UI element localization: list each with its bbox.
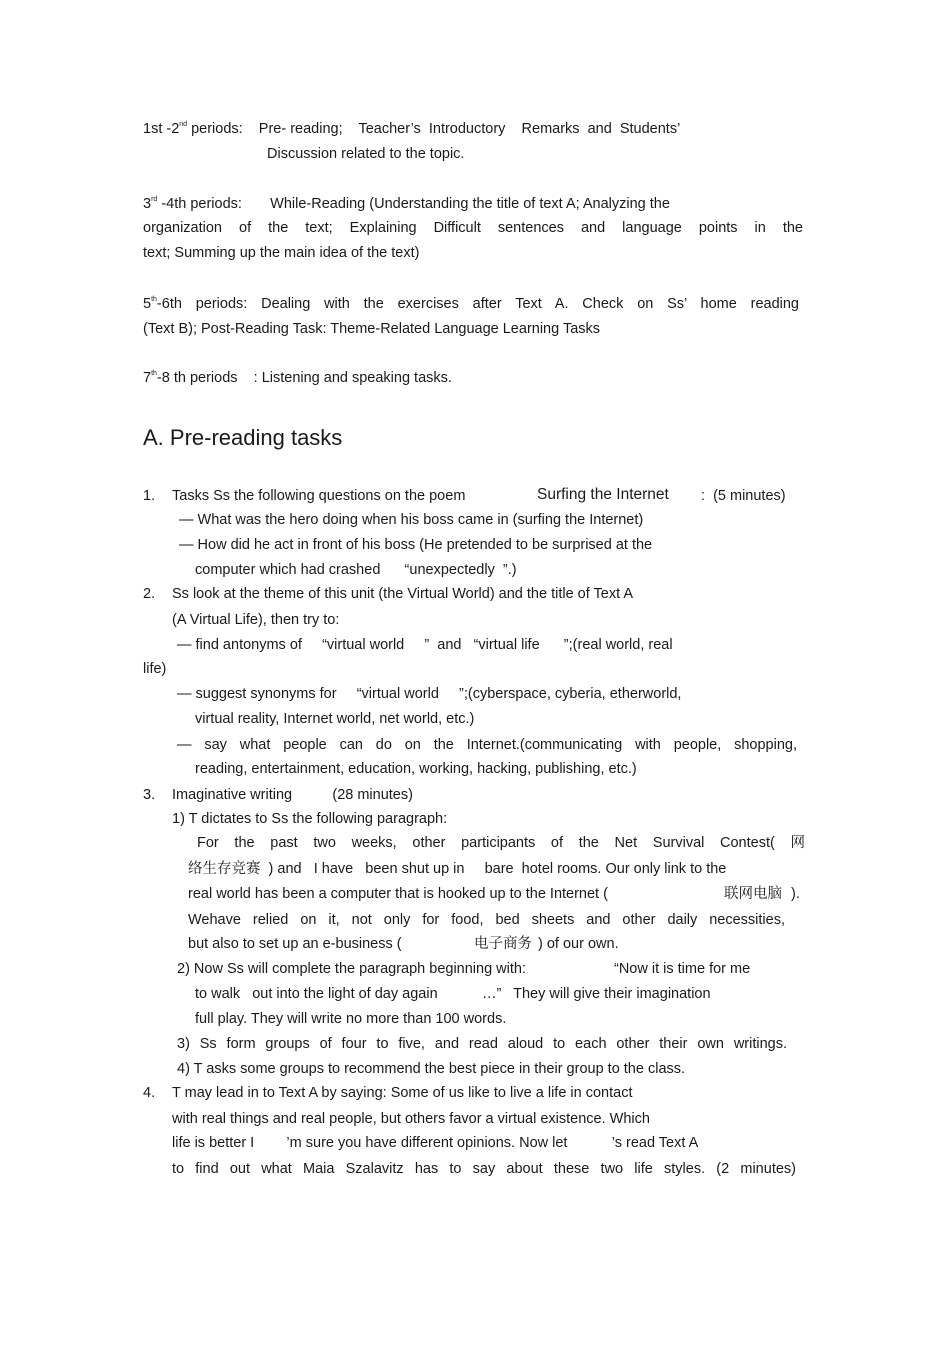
task-2-number: 2.	[143, 586, 156, 602]
task-4-line-3: life is better I ’m sure you have different opinions. Now let ’s read Text A	[172, 1135, 699, 1151]
task-3-number: 3.	[143, 787, 156, 803]
task-2-line-1: Ss look at the theme of this unit (the Virtual World) and the title of Text A	[172, 586, 634, 602]
task-3-step-2-line-2: to walk out into the light of day again …” They will give their imagination	[195, 986, 711, 1002]
schedule-period-5	[143, 295, 799, 313]
period-1-sup: nd	[179, 121, 188, 128]
task-3-step-2-quote: “Now it is time for me	[614, 961, 751, 977]
task-3-step-3: 3) Ss form groups of four to five, and read aloud to each other their own writings.	[177, 1036, 787, 1052]
dictation-line-5	[188, 935, 619, 953]
task-3-step-4: 4) T asks some groups to recommend the best piece in their group to the class.	[177, 1061, 686, 1077]
task-4-line-1: T may lead in to Text A by saying: Some of us like to live a life in contact	[172, 1085, 633, 1101]
task-2-synonyms-cont: virtual reality, Internet world, net world, etc.)	[195, 711, 475, 727]
dictation-line-3-chinese: 联网电脑	[724, 886, 782, 902]
task-2-synonyms: — suggest synonyms for “virtual world ”;(cyberspace, cyberia, etherworld,	[177, 686, 682, 702]
period-5-sup: th	[151, 296, 157, 303]
period-5-line-2: (Text B); Post-Reading Task: Theme-Related Language Learning Tasks	[143, 321, 601, 337]
period-3-label: 3	[143, 196, 152, 212]
period-1-continuation: Discussion related to the topic.	[267, 146, 465, 162]
task-1-question-2: — How did he act in front of his boss (He pretended to be surprised at the	[179, 537, 653, 553]
schedule-period-3	[143, 195, 670, 213]
period-7-text: -8 th periods : Listening and speaking tasks.	[156, 370, 452, 386]
task-2-line-2: (A Virtual Life), then try to:	[172, 612, 340, 628]
task-2-antonyms-cont: life)	[143, 661, 167, 677]
dictation-line-5-chinese: 电子商务	[474, 936, 532, 952]
dictation-line-2: 络生存竞赛 ) and I have been shut up in bare hotel rooms. Our only link to the	[188, 861, 727, 877]
task-3-step-2: 2) Now Ss will complete the paragraph beginning with:	[177, 961, 526, 977]
dictation-line-3-close: ).	[791, 886, 800, 902]
task-1-number: 1.	[143, 488, 156, 504]
period-3-text: -4th periods: While-Reading (Understanding the title of text A; Analyzing the	[157, 196, 670, 212]
task-1-duration: : (5 minutes)	[701, 488, 786, 504]
task-1-question-2-cont: computer which had crashed “unexpectedly ”.)	[195, 562, 517, 578]
schedule-period-1	[143, 120, 680, 138]
period-1-label: 1st -2	[143, 121, 180, 137]
task-1-poem-title: Surfing the Internet	[537, 486, 669, 503]
task-4-line-4: to find out what Maia Szalavitz has to say about these two life styles. (2 minutes)	[172, 1161, 796, 1177]
task-2-antonyms: — find antonyms of “virtual world ” and “virtual life ”;(real world, real	[177, 637, 673, 653]
schedule-period-7	[143, 369, 452, 387]
period-3-line-2: organization of the text; Explaining Difficult sentences and language points in the	[143, 220, 803, 236]
task-4-number: 4.	[143, 1085, 156, 1101]
dictation-line-1: For the past two weeks, other participants of the Net Survival Contest( 网	[197, 835, 805, 851]
period-1-text: periods: Pre- reading; Teacher’s Introductory Remarks and Students’	[187, 121, 681, 137]
dictation-line-4: Wehave relied on it, not only for food, bed sheets and other daily necessities,	[188, 912, 785, 928]
task-3-step-2-line-3: full play. They will write no more than 100 words.	[195, 1011, 507, 1027]
task-1-text: Tasks Ss the following questions on the poem	[172, 488, 466, 504]
period-3-sup: rd	[151, 196, 158, 203]
dictation-line-5-text: but also to set up an e-business (	[188, 936, 402, 952]
period-7-label: 7	[143, 370, 152, 386]
period-5-text: -6th periods: Dealing with the exercises after Text A. Check on Ss’ home reading	[156, 296, 799, 312]
period-7-sup: th	[151, 370, 157, 377]
period-5-label: 5	[143, 296, 152, 312]
dictation-line-3-text: real world has been a computer that is hooked up to the Internet (	[188, 886, 608, 902]
task-4-line-2: with real things and real people, but others favor a virtual existence. Which	[172, 1111, 650, 1127]
dictation-line-5-close: ) of our own.	[538, 936, 619, 952]
task-3-step-1: 1) T dictates to Ss the following paragraph:	[172, 811, 448, 827]
task-3-title: Imaginative writing (28 minutes)	[172, 787, 413, 803]
dictation-line-3	[188, 885, 800, 903]
task-2-internet-uses: — say what people can do on the Internet.(communicating with people, shopping,	[177, 737, 797, 753]
section-heading: A. Pre-reading tasks	[143, 425, 343, 450]
task-1-question-1: — What was the hero doing when his boss came in (surfing the Internet)	[179, 512, 644, 528]
period-3-line-3: text; Summing up the main idea of the text)	[143, 245, 420, 261]
task-2-internet-uses-cont: reading, entertainment, education, working, hacking, publishing, etc.)	[195, 761, 637, 777]
